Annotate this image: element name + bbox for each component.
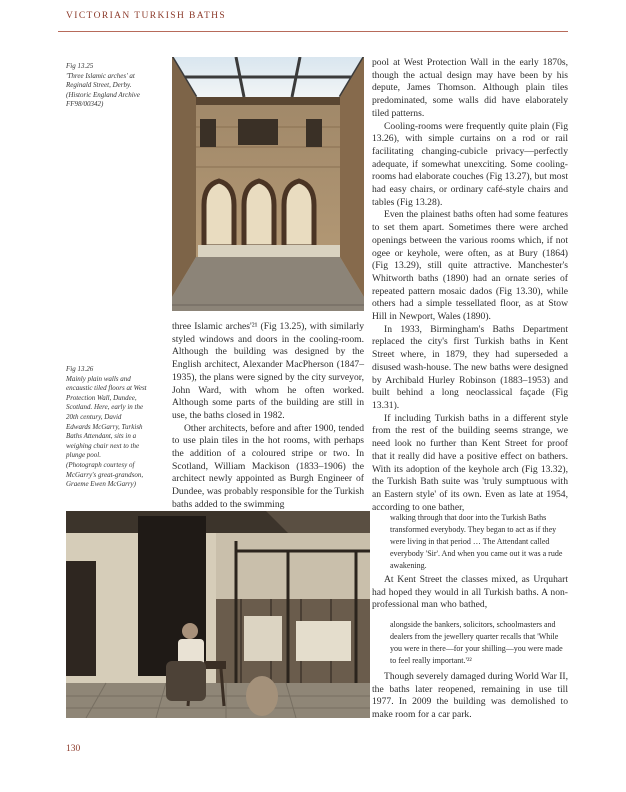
photo-islamic-arches [172, 57, 364, 311]
paragraph: In 1933, Birmingham's Baths Department replaced the city's first Turkish baths in Kent Street where, in 1879, they had superseded a disused wash-house. The new baths were designed by Archibald Hurley Robinson (1883–1953) and built behind a long neoclassical façade (Fig 13.31). [372, 323, 568, 411]
block-quote-1 [390, 512, 570, 572]
caption-fig-13-25 [66, 62, 174, 110]
caption-line: 'Three Islamic arches' at [66, 71, 135, 80]
caption-fig-number: Fig 13.26 [66, 365, 94, 373]
caption-line: Reginald Street, Derby. [66, 81, 132, 90]
caption-fig-number: Fig 13.25 [66, 62, 94, 70]
paragraph: pool at West Protection Wall in the early 1870s, though the actual design may have been by his depute, James Thomson. Although plain tiles predominated, some walls did have elaborately tiled patterns. [372, 57, 568, 119]
caption-line: Mainly plain walls and [66, 374, 131, 383]
paragraph: three Islamic arches'²¹ (Fig 13.25), with similarly styled windows and doors in the cooling-room. Although the building was designed by the English architect, Alexander MacPherson (1847–1935), the plans were signed by the city surveyor, John Ward, with whom he often worked. Although some parts of the building are still in use, the baths closed in 1982. [172, 321, 364, 421]
caption-line: Scotland. Here, early in the [66, 403, 144, 412]
paragraph: Other architects, before and after 1900, tended to use plain tiles in the hot rooms, with perhaps the addition of a coloured stripe or two. In Scotland, William Mackison (1833–1906) the architect newly appointed as Burgh Engineer of Dundee, was probably responsible for the Turkish baths added to the swimming [172, 422, 364, 510]
caption-line: FF98/00342) [66, 100, 104, 109]
caption-line: Edwards McGarry, Turkish [66, 422, 143, 431]
text-column-right-end [372, 671, 568, 722]
caption-line: Graeme Ewen McGarry) [66, 480, 136, 489]
caption-line: encaustic tiled floors at West [66, 384, 147, 393]
photo-cooling-room-attendant [66, 511, 370, 718]
header-rule [58, 31, 568, 32]
caption-line: (Photograph courtesy of [66, 460, 135, 469]
caption-line: Protection Wall, Dundee, [66, 393, 137, 402]
caption-fig-13-26 [66, 365, 174, 490]
caption-line: McGarry's great-grandson, [66, 470, 144, 479]
paragraph: At Kent Street the classes mixed, as Urquhart had hoped they would in all Turkish baths. A non-professional man who bathed, [372, 574, 568, 611]
caption-line: Baths Attendant, sits in a [66, 432, 137, 441]
text-column-right-cont [372, 574, 568, 612]
paragraph: Even the plainest baths often had some features to set them apart. Sometimes there were arched openings between the various rooms which, if not ogee or keyhole, were often, as at Bury (1864) (Fig 13.29), still quite attractive. Manchester's Whitworth baths (1890) had an ornate series of repeated pattern mosaic dados (Fig 13.30), while others had a simple tessellated floor, as at Stow Hill in Newport, Wales (1890). [372, 209, 568, 323]
paragraph: Though severely damaged during World War II, the baths later reopened, remaining in use till 1977. In 2009 the building was demolished to make room for a car park. [372, 671, 568, 721]
running-head: VICTORIAN TURKISH BATHS [66, 11, 227, 21]
block-quote-2 [390, 619, 570, 667]
paragraph: Cooling-rooms were frequently quite plain (Fig 13.26), with simple curtains on a rod or rail facilitating changing-cubicle privacy—perfectly adequate, if somewhat unexciting. Some cooling-rooms had elaborate couches (Fig 13.27), but most had easy chairs, or ordinary café-style chairs and tables (Fig 13.28). [372, 120, 568, 208]
caption-line: (Historic England Archive [66, 90, 140, 99]
text-column-right [372, 57, 568, 514]
quote-text: alongside the bankers, solicitors, schoolmasters and dealers from the jewellery quarter recalls that 'While you were in there—for your shilling—you were made to feel really important.'²² [390, 620, 563, 665]
page-number: 130 [66, 744, 81, 754]
quote-text: walking through that door into the Turkish Baths transformed everybody. They began to act as if they were living in that period … The Attendant called everybody 'Sir'. And when you came out it was a rude awakening. [390, 513, 563, 570]
caption-line: weighing chair next to the [66, 441, 140, 450]
text-column-middle [172, 321, 364, 512]
caption-line: plunge pool. [66, 451, 101, 460]
paragraph: If including Turkish baths in a different style from the rest of the building seems strange, we need look no further than Kent Street for proof that it really did have a positive effect on bathers. With its adoption of the keyhole arch (Fig 13.32), the Turkish Bath suite was 'truly sumptuous with an Eastern style' of its own. Even as late at 1954, according to one bather, [372, 412, 568, 513]
caption-line: 20th century, David [66, 412, 122, 421]
